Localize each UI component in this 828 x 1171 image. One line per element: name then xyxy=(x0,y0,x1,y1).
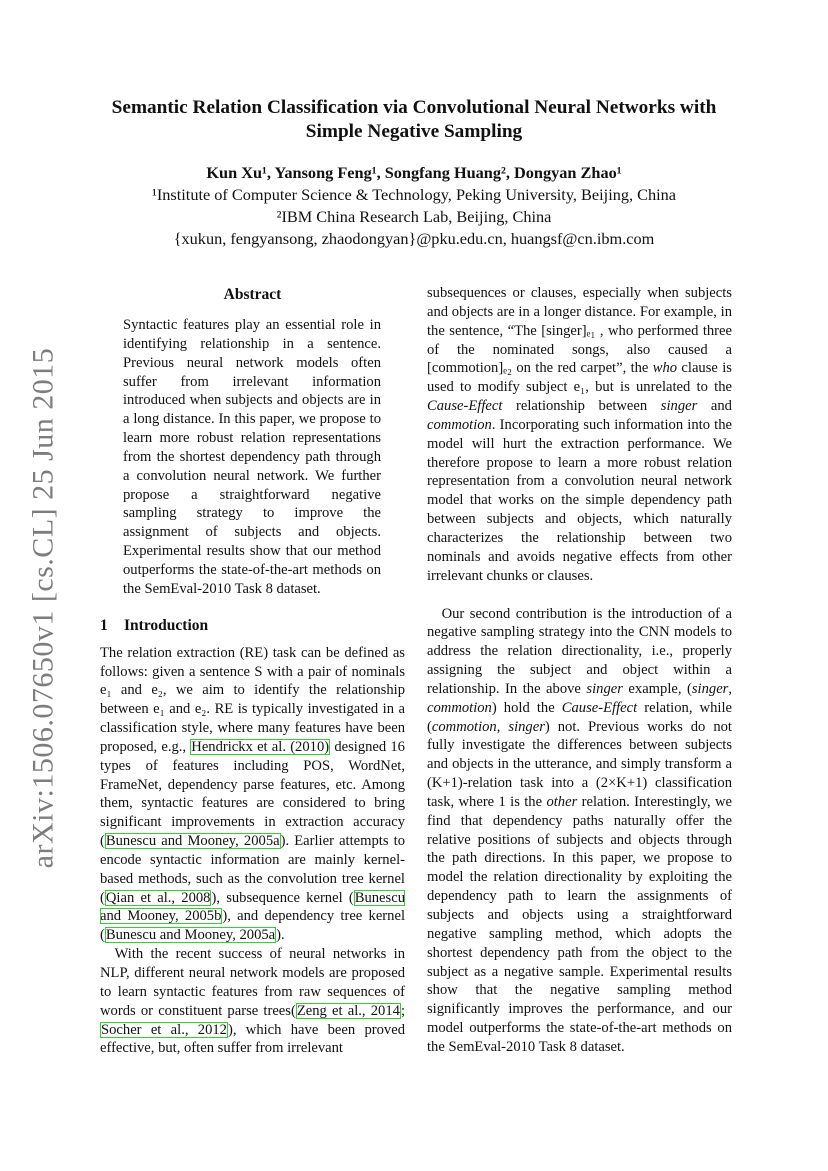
citation-link[interactable]: Bunescu and Mooney, 2005a xyxy=(105,927,276,944)
right-column xyxy=(427,284,732,1057)
text-run: ) not. Previous works do not fully investigate the differences between subjects and objects in the utterance, and simply transform a (K+1)-relation task into a (2×K+1) classification task, where 1 is the xyxy=(427,718,732,810)
author-emails: {xukun, fengyansong, zhaodongyan}@pku.edu.cn, huangsf@cn.ibm.com xyxy=(173,229,655,248)
abstract-text: Syntactic features play an essential role in identifying relationship in a sentence. Previous neural network models often suffer from irrelevant information introduced when subjects and objects are in a long distance. In this paper, we propose to learn more robust relation representations from the shortest dependency path through a convolution neural network. We further propose a straightforward negative sampling strategy to improve the assignment of subjects and objects. Experimental results show that our method outperforms the state-of-the-art methods on the SemEval-2010 Task 8 dataset. xyxy=(123,317,381,597)
section-title: Introduction xyxy=(124,616,209,634)
text-run: ), which have been proved effective, but, often suffer from irrelevant xyxy=(100,1021,405,1057)
emphasis: singer xyxy=(508,718,545,735)
text-run: subsequences or clauses, especially when subjects and objects are in a longer distance. For example, in the sentence, “The [singer]ₑ₁ , who performed three of the nominated songs, also caused a [commotion]ₑ₂ on the red carpet”, the xyxy=(427,285,732,377)
intro-paragraph-1 xyxy=(100,644,405,946)
citation-link[interactable]: Socher et al., 2012 xyxy=(101,1021,227,1038)
abstract-heading: Abstract xyxy=(223,286,282,303)
left-column xyxy=(100,284,405,1058)
text-run: ). Earlier attempts to encode syntactic information are mainly kernel-based methods, such as the convolution tree kernel ( xyxy=(100,833,405,906)
emphasis: commotion xyxy=(427,416,492,433)
arxiv-identifier-text: arXiv:1506.07650v1 [cs.CL] 25 Jun 2015 xyxy=(26,347,59,869)
text-run: ). xyxy=(276,927,285,944)
text-run: With the recent success of neural networks in NLP, different neural network models are proposed to learn syntactic features from raw sequences of words or constituent parse trees( xyxy=(100,946,405,1019)
author-names: Kun Xu¹, Yansong Feng¹, Songfang Huang², Dongyan Zhao¹ xyxy=(206,163,622,182)
emphasis: other xyxy=(546,793,578,810)
citation-link[interactable]: Bunescu and Mooney, 2005a xyxy=(105,833,280,850)
text-run: and xyxy=(710,398,732,415)
intro-paragraph-2 xyxy=(100,945,405,1058)
emphasis: commotion xyxy=(427,699,492,716)
citation-link[interactable]: Hendrickx et al. (2010) xyxy=(191,738,330,755)
text-run: ) hold the xyxy=(491,699,555,716)
text-run: ), subsequence kernel ( xyxy=(211,889,354,906)
author-block xyxy=(90,162,738,250)
text-run: , xyxy=(728,680,733,697)
text-run: , xyxy=(496,718,501,735)
citation-link[interactable]: Bunescu and Mooney, 2005b xyxy=(100,889,405,925)
emphasis: singer xyxy=(691,680,729,697)
emphasis: who xyxy=(652,360,678,377)
text-run: clause is used to modify subject e₁, but is unrelated to the xyxy=(427,360,732,396)
text-run: designed 16 types of features including POS, WordNet, FrameNet, dependency parse features, etc. Among them, syntactic features are considered to bring significant improvements in extraction accuracy ( xyxy=(100,738,405,850)
text-run: . Incorporating such information into the model will hurt the extraction performance. We therefore propose to learn a more robust relation representation from a convolution neural network model that works on the simple dependency path between subjects and objects, which naturally characterizes the relationship between two nominals and avoids negative effects from other irrelevant chunks or clauses. xyxy=(427,416,732,584)
affiliation-2: ²IBM China Research Lab, Beijing, China xyxy=(276,207,552,226)
citation-link[interactable]: Qian et al., 2008 xyxy=(105,889,211,906)
text-run: ; xyxy=(400,1002,405,1019)
text-run: Our second contribution is the introduction of a negative sampling strategy into the CNN models to address the relation directionality, i.e., properly assigning the subject and object within a relationship. In the above xyxy=(427,605,732,697)
right-paragraph-1 xyxy=(427,284,732,586)
emphasis: singer xyxy=(586,680,623,697)
text-run: relation. Interestingly, we find that dependency paths naturally offer the relative positions of subjects and objects through the path directions. In this paper, we propose to model the relation directionality by exploiting the dependency path to learn the assignments of subjects and objects using a straightforward negative sampling method, which adopts the shortest dependency path from the object to the subject as a negative sample. Experimental results show that the negative sampling method significantly improves the performance, and our model outperforms the state-of-the-art methods on the SemEval-2010 Task 8 dataset. xyxy=(427,793,733,1055)
emphasis: Cause-Effect xyxy=(561,699,638,716)
emphasis: Cause-Effect xyxy=(427,398,503,415)
arxiv-identifier xyxy=(22,347,64,869)
citation-link[interactable]: Zeng et al., 2014 xyxy=(296,1002,400,1019)
text-run: example, ( xyxy=(628,680,692,697)
text-run: ), and dependency tree kernel ( xyxy=(100,908,405,944)
text-run: relationship between xyxy=(516,398,648,415)
section-number: 1 xyxy=(100,616,108,634)
text-run: The relation extraction (RE) task can be defined as follows: given a sentence S with a pair of nominals e₁ and e₂, we aim to identify the relationship between e₁ and e₂. RE is typically investigated in a classification style, where many features have been proposed, e.g., xyxy=(100,644,405,755)
text-run: relation, while ( xyxy=(427,699,732,735)
affiliation-1: ¹Institute of Computer Science & Technology, Peking University, Beijing, China xyxy=(151,185,677,204)
emphasis: commotion xyxy=(431,718,497,735)
right-paragraph-2 xyxy=(427,605,732,1057)
emphasis: singer xyxy=(660,398,698,415)
paragraph-gap xyxy=(427,586,732,605)
section-heading-introduction xyxy=(100,617,405,635)
paper-title: Semantic Relation Classification via Convolutional Neural Networks with Simple Negative Sampling xyxy=(111,97,717,142)
